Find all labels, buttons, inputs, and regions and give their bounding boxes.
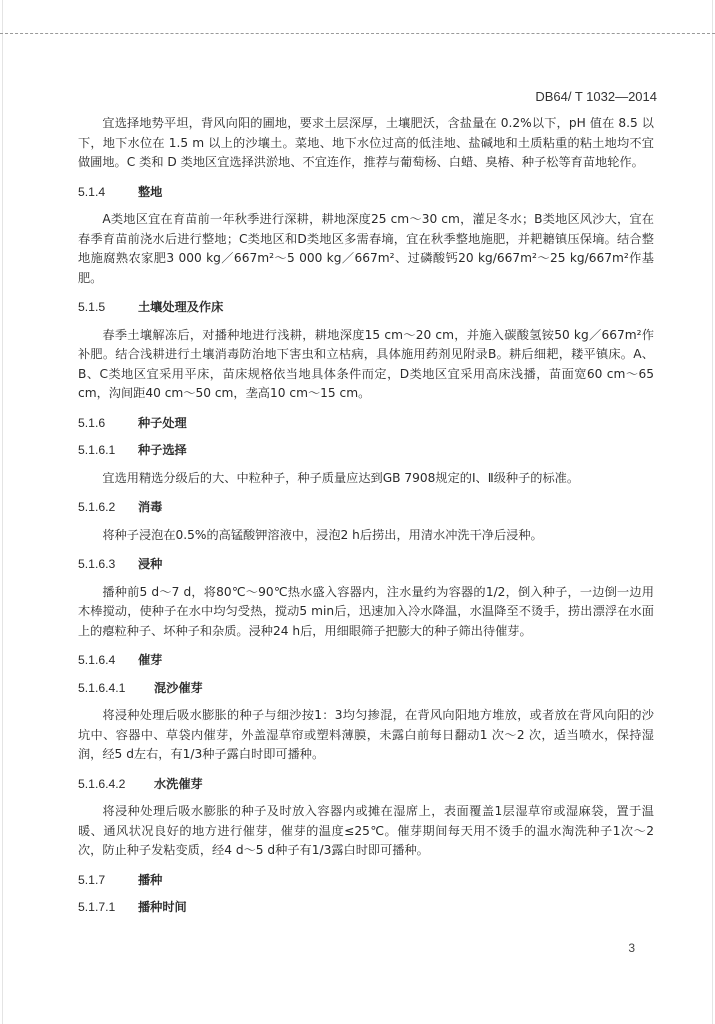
body-paragraph: 春季土壤解冻后，对播种地进行浅耕，耕地深度15 cm～20 cm，并施入碳酸氢铵50 kg／667m²作补肥。结合浅耕进行土壤消毒防治地下害虫和立枯病，具体施用药剂见附录B。耕后细耙，耧平镇床。A、B、C类地区宜采用平床，苗床规格依当地具体条件而定，D类地区宜采用高床浅播，苗面宽60 cm～65 cm，沟间距40 cm～50 cm，垄高10 cm～15 cm。 [78, 327, 654, 400]
section-heading [78, 775, 654, 795]
scan-edge-left [2, 0, 3, 1024]
section-heading [78, 651, 654, 671]
document-body [78, 114, 654, 926]
standard-number: DB64/ T 1032—2014 [535, 89, 657, 104]
section-heading [78, 441, 654, 461]
body-paragraph: 将浸种处理后吸水膨胀的种子及时放入容器内或摊在湿席上，表面覆盖1层湿草帘或湿麻袋，置于温暖、通风状况良好的地方进行催芽，催芽的温度≤25℃。催芽期间每天用不烫手的温水淘洗种子1次～2次，防止种子发粘变质，经4 d～5 d种子有1/3露白时即可播种。 [78, 804, 654, 857]
section-number: 5.1.7 [78, 872, 106, 887]
section-heading [78, 498, 654, 518]
section-title: 种子处理 [138, 415, 187, 430]
section-number: 5.1.5 [78, 300, 106, 314]
section-title: 水洗催芽 [154, 776, 203, 791]
body-paragraph: 宜选用精选分级后的大、中粒种子，种子质量应达到GB 7908规定的Ⅰ、Ⅱ级种子的标准。 [102, 470, 580, 485]
section-number: 5.1.6.1 [78, 443, 116, 457]
page-number: 3 [628, 941, 635, 955]
section-number: 5.1.6.4.1 [78, 680, 126, 695]
section-number: 5.1.6 [78, 415, 106, 430]
section-title: 混沙催芽 [154, 680, 203, 695]
section-title: 消毒 [138, 500, 163, 514]
section-title: 浸种 [138, 557, 163, 571]
section-number: 5.1.6.3 [78, 557, 116, 571]
section-heading [78, 414, 654, 434]
section-heading [78, 555, 654, 575]
section-title: 种子选择 [138, 443, 187, 457]
section-title: 整地 [138, 184, 163, 199]
body-paragraph: 将浸种处理后吸水膨胀的种子与细沙按1：3均匀掺混，在背风向阳地方堆放，或者放在背风向阳的沙坑中、容器中、草袋内催芽，外盖湿草帘或塑料薄膜，未露白前每日翻动1 次～2 次，适当喷水，保持湿润，经5 d左右，有1/3种子露白时即可播种。 [78, 708, 654, 761]
section-heading [78, 183, 654, 203]
top-dashed-rule [0, 33, 715, 34]
section-number: 5.1.7.1 [78, 900, 116, 914]
section-title: 播种时间 [138, 900, 187, 914]
section-title: 催芽 [138, 653, 163, 667]
body-paragraph: 播种前5 d～7 d，将80℃～90℃热水盛入容器内，注水量约为容器的1/2，倒入种子，一边倒一边用木棒搅动，使种子在水中均匀受热，搅动5 min后，迅速加入冷水降温，水温降至不烫手，捞出漂浮在水面上的瘪粒种子、坏种子和杂质。浸种24 h后，用细眼筛子把膨大的种子筛出待催芽。 [78, 584, 654, 638]
section-title: 土壤处理及作床 [138, 300, 224, 314]
scan-edge-right [712, 0, 713, 1024]
section-heading [78, 298, 654, 318]
body-paragraph: 将种子浸泡在0.5%的高锰酸钾溶液中，浸泡2 h后捞出，用清水冲洗干净后浸种。 [102, 527, 543, 542]
section-title: 播种 [138, 872, 163, 887]
section-heading [78, 871, 654, 891]
section-heading [78, 898, 654, 918]
section-number: 5.1.4 [78, 184, 106, 199]
section-number: 5.1.6.4.2 [78, 776, 126, 791]
section-number: 5.1.6.2 [78, 500, 116, 514]
body-paragraph: A类地区宜在育苗前一年秋季进行深耕，耕地深度25 cm～30 cm，灌足冬水；B类地区风沙大，宜在春季育苗前浇水后进行整地；C类地区和D类地区多需春墒，宜在秋季整地施肥，并耙耱镇压保墒。结合整地施腐熟农家肥3 000 kg／667m²～5 000 kg／667m²、过磷酸钙20 kg/667m²～25 kg/667m²作基肥。 [78, 212, 654, 285]
body-paragraph: 宜选择地势平坦，背风向阳的圃地，要求土层深厚，土壤肥沃，含盐量在 0.2%以下，pH 值在 8.5 以下，地下水位在 1.5 m 以上的沙壤土。菜地、地下水位过高的低洼地、盐碱地和土质粘重的粘土地均不宜做圃地。C 类和 D 类地区宜选择洪淤地、不宜连作，推荐与葡萄杨、白蜡、臭椿、种子松等育苗地轮作。 [78, 116, 654, 169]
section-number: 5.1.6.4 [78, 653, 116, 667]
section-heading [78, 679, 654, 699]
